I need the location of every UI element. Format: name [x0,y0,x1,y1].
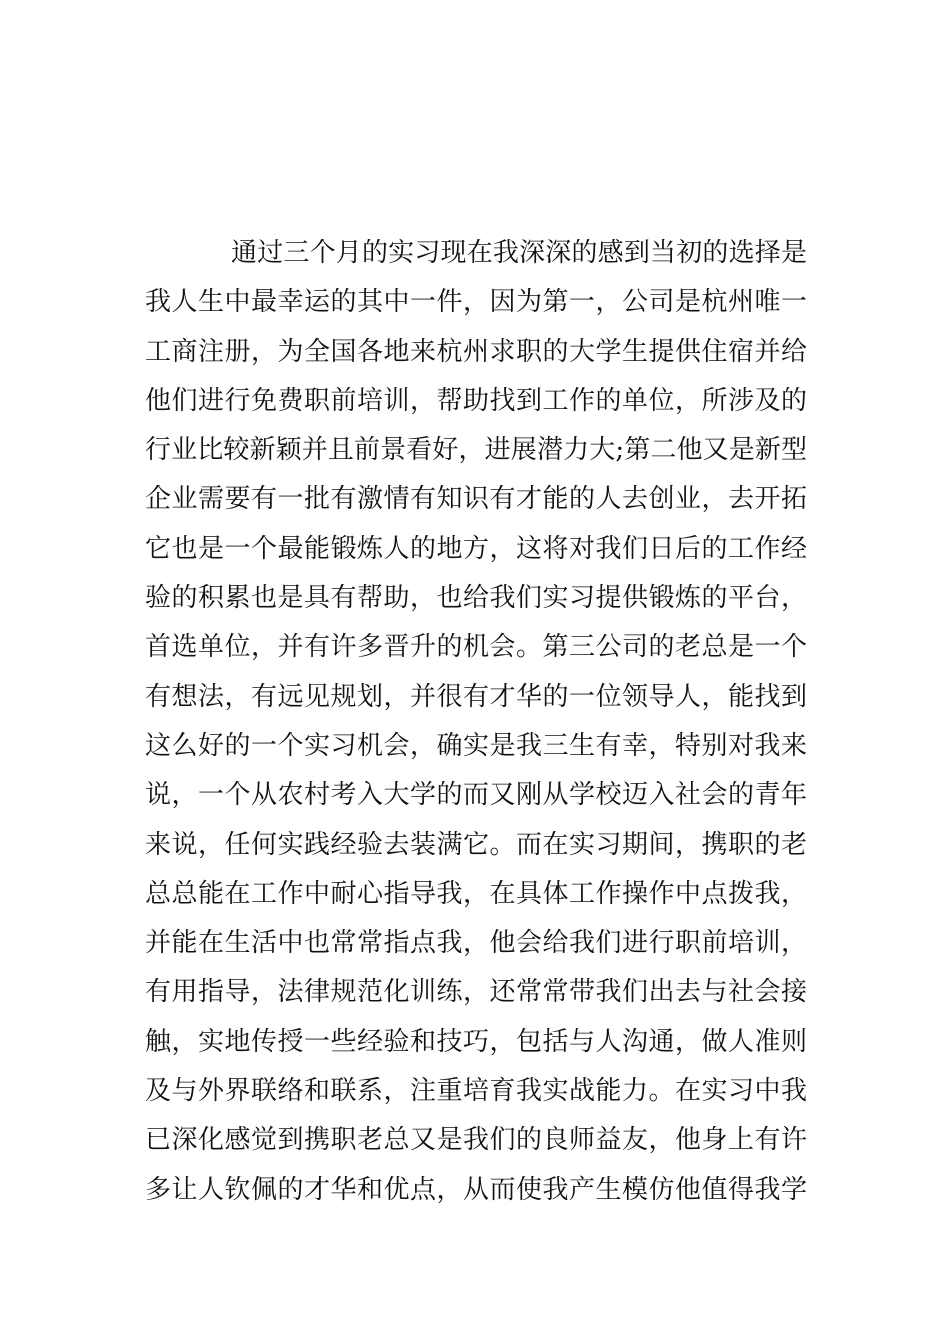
body-paragraph [145,229,807,1215]
text-line: 行业比较新颖并且前景看好，进展潜力大;第二他又是新型 [145,435,807,466]
text-line: 有用指导，法律规范化训练，还常常带我们出去与社会接 [145,977,807,1008]
text-line: 他们进行免费职前培训，帮助找到工作的单位，所涉及的 [145,385,807,416]
text-line: 及与外界联络和联系，注重培育我实战能力。在实习中我 [145,1076,807,1107]
text-line: 验的积累也是具有帮助，也给我们实习提供锻炼的平台， [145,583,807,614]
text-line: 企业需要有一批有激情有知识有才能的人去创业，去开拓 [145,484,807,515]
text-line: 已深化感觉到携职老总又是我们的良师益友，他身上有许 [145,1125,807,1156]
text-line: 我人生中最幸运的其中一件，因为第一，公司是杭州唯一 [145,287,807,318]
text-line: 它也是一个最能锻炼人的地方，这将对我们日后的工作经 [145,533,807,564]
text-line: 首选单位，并有许多晋升的机会。第三公司的老总是一个 [145,632,807,663]
text-line: 说，一个从农村考入大学的而又刚从学校迈入社会的青年 [145,780,807,811]
text-line: 总总能在工作中耐心指导我，在具体工作操作中点拨我， [145,878,807,909]
text-line: 多让人钦佩的才华和优点，从而使我产生模仿他值得我学 [145,1174,807,1205]
text-line: 来说，任何实践经验去装满它。而在实习期间，携职的老 [145,829,807,860]
text-line: 工商注册，为全国各地来杭州求职的大学生提供住宿并给 [145,336,807,367]
text-line: 通过三个月的实习现在我深深的感到当初的选择是 [231,238,807,268]
text-line: 触，实地传授一些经验和技巧，包括与人沟通，做人准则 [145,1026,807,1057]
text-line: 并能在生活中也常常指点我，他会给我们进行职前培训， [145,928,807,959]
text-line: 有想法，有远见规划，并很有才华的一位领导人，能找到 [145,681,807,712]
text-line: 这么好的一个实习机会，确实是我三生有幸，特别对我来 [145,730,807,761]
